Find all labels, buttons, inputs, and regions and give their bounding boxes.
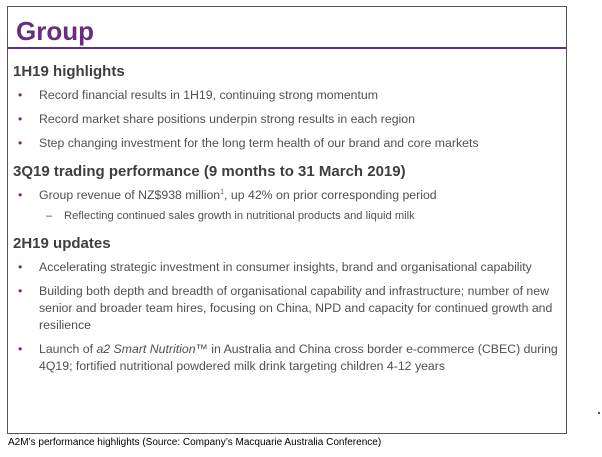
- bullet-item: [13, 135, 562, 152]
- section-heading: 2H19 updates: [13, 235, 111, 252]
- section-heading: 1H19 highlights: [13, 63, 125, 80]
- title-divider: [8, 47, 566, 49]
- bullet-item: [13, 111, 562, 128]
- sub-bullet-text: Reflecting continued sales growth in nutritional products and liquid milk: [64, 210, 415, 222]
- bullet-icon: •: [18, 112, 23, 126]
- bullet-icon: •: [18, 342, 23, 356]
- dash-icon: –: [46, 210, 53, 222]
- bullet-text-main: Group revenue of NZ$938 million: [39, 188, 221, 202]
- stray-mark: [598, 412, 600, 414]
- bullet-text: Accelerating strategic investment in consumer insights, brand and organisational capability: [39, 260, 532, 274]
- bullet-text-rest: ™ in Australia and China cross border e-commerce (CBEC) during 4Q19; fortified nutritional powdered milk drink targeting children 4-12 years: [39, 342, 558, 373]
- bullet-item: [13, 283, 562, 334]
- section-heading: 3Q19 trading performance (9 months to 31 March 2019): [13, 163, 406, 180]
- bullet-text: Building both depth and breadth of organisational capability and infrastructure; number of new senior and broader team hires, focusing on China, NPD and capacity for continued growth and resilience: [39, 284, 553, 332]
- bullet-icon: •: [18, 136, 23, 150]
- bullet-item: [13, 87, 562, 104]
- bullet-text: [39, 188, 437, 202]
- bullet-text-main: Launch of: [39, 342, 97, 356]
- bullet-icon: •: [18, 188, 23, 202]
- bullet-text: Record market share positions underpin strong results in each region: [39, 112, 415, 126]
- bullet-item: [13, 341, 562, 375]
- section-3q19-trading: [13, 162, 562, 224]
- bullet-icon: •: [18, 260, 23, 274]
- slide-content: [13, 62, 562, 385]
- section-2h19-updates: [13, 234, 562, 375]
- slide: [7, 6, 567, 434]
- bullet-text: [39, 342, 558, 373]
- image-caption: A2M’s performance highlights (Source: Company’s Macquarie Australia Conference): [8, 437, 382, 448]
- bullet-text-rest: , up 42% on prior corresponding period: [224, 188, 437, 202]
- section-1h19-highlights: [13, 62, 562, 152]
- bullet-item: [13, 259, 562, 276]
- slide-title: Group: [16, 16, 94, 46]
- bullet-icon: •: [18, 284, 23, 298]
- bullet-item: [13, 187, 562, 204]
- product-name: a2 Smart Nutrition: [96, 342, 196, 356]
- bullet-icon: •: [18, 88, 23, 102]
- footnote-marker: 1: [220, 188, 225, 196]
- sub-bullet-item: [13, 208, 562, 224]
- bullet-text: Step changing investment for the long term health of our brand and core markets: [39, 136, 479, 150]
- bullet-text: Record financial results in 1H19, continuing strong momentum: [39, 88, 379, 102]
